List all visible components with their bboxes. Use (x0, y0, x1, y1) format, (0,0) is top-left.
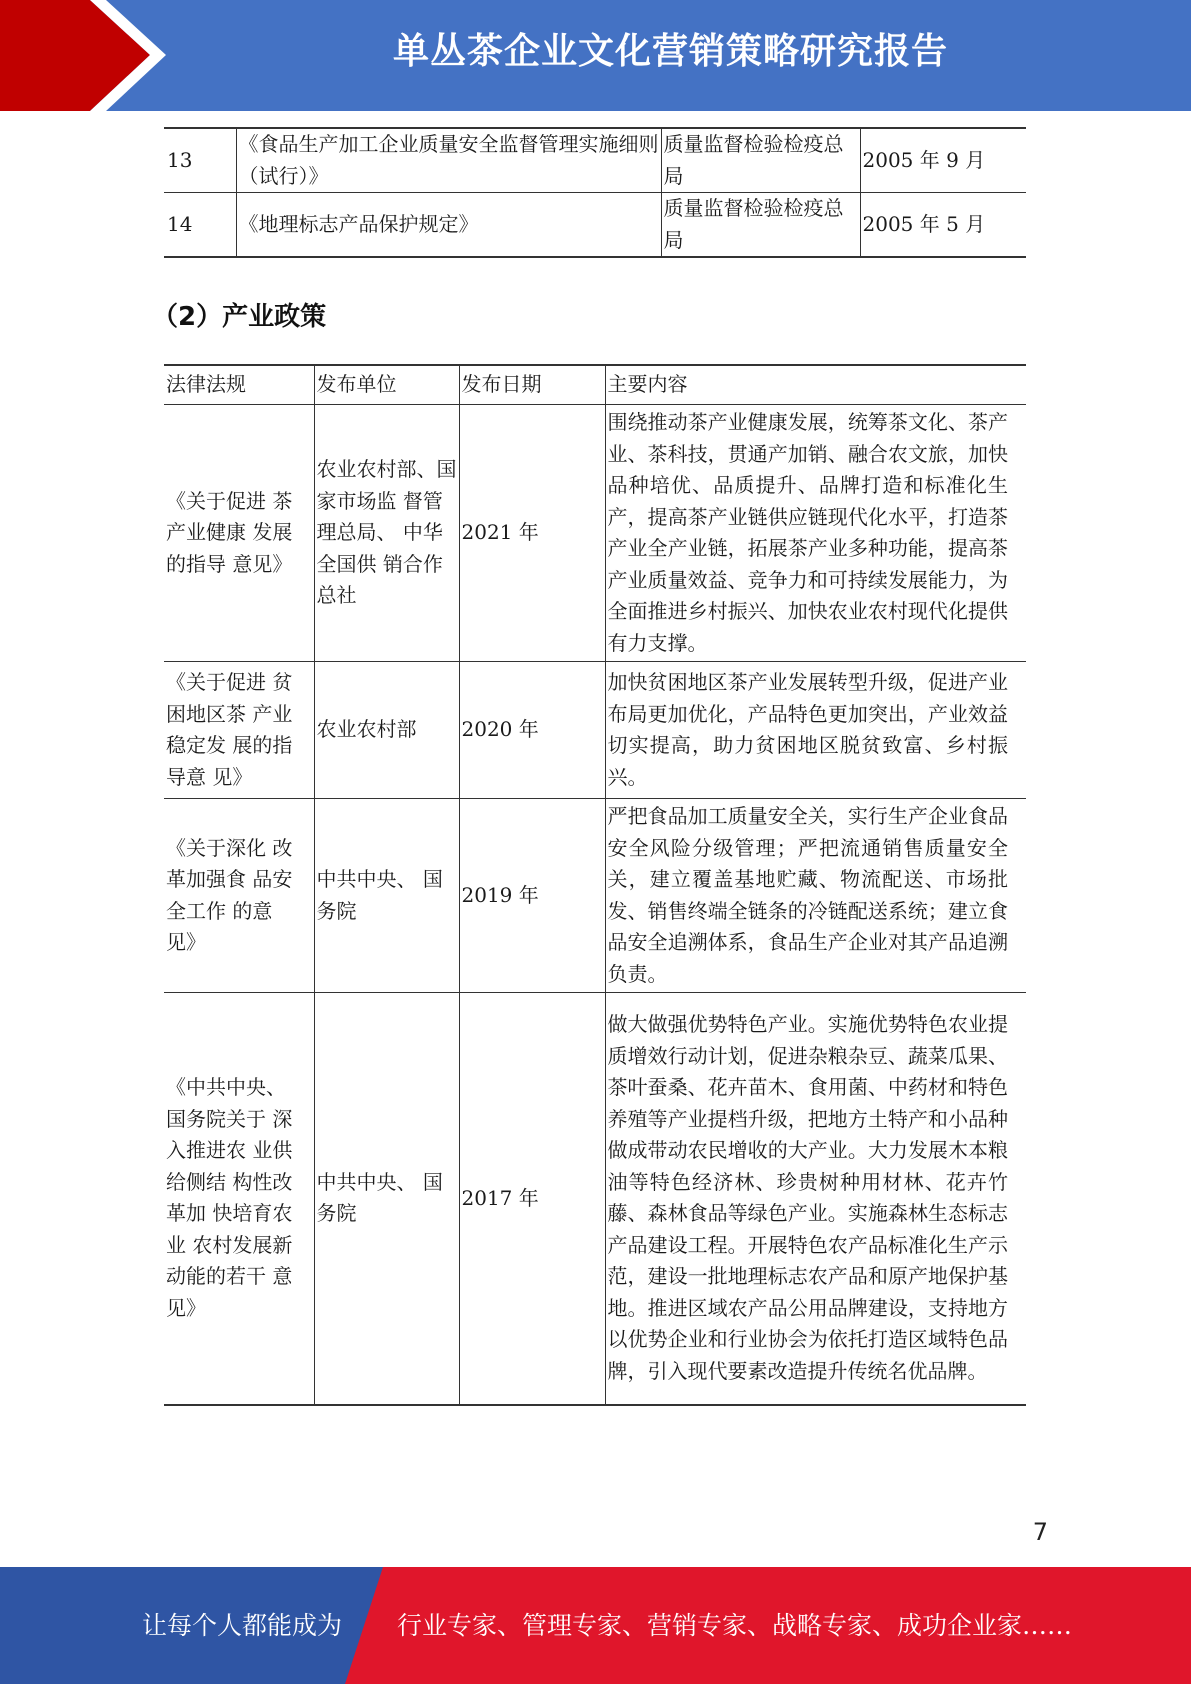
law-name: 《关于促进 贫困地区茶 产业稳定发 展的指导意 见》 (164, 662, 314, 799)
law-regulations-table (164, 127, 1026, 258)
issue-date: 2020 年 (459, 662, 605, 799)
industry-policy-table (164, 364, 1026, 1406)
page-number: 7 (1032, 1518, 1048, 1546)
law-name: 《中共中央、国务院关于 深入推进农 业供给侧结 构性改革加 快培育农业 农村发展新 动能的若干 意见》 (164, 993, 314, 1405)
law-name: 《食品生产加工企业质量安全监督管理实施细则（试行）》 (236, 128, 661, 193)
law-name: 《地理标志产品保护规定》 (236, 193, 661, 258)
issue-date: 2019 年 (459, 799, 605, 993)
law-name: 《关于深化 改革加强食 品安全工作 的意见》 (164, 799, 314, 993)
table-row (164, 405, 1026, 662)
law-name: 《关于促进 茶产业健康 发展的指导 意见》 (164, 405, 314, 662)
table-row (164, 662, 1026, 799)
table-row (164, 799, 1026, 993)
row-number: 13 (164, 128, 236, 193)
page-header (0, 0, 1191, 111)
column-header-content: 主要内容 (605, 365, 1026, 405)
policy-content: 严把食品加工质量安全关，实行生产企业食品安全风险分级管理；严把流通销售质量安全关，建立覆盖基地贮藏、物流配送、市场批发、销售终端全链条的冷链配送系统；建立食品安全追溯体系，食品生产企业对其产品追溯负责。 (605, 799, 1026, 993)
footer-slogan-right: 行业专家、管理专家、营销专家、战略专家、成功企业家…… (397, 1611, 1073, 1640)
issuer: 中共中央、 国务院 (314, 993, 459, 1405)
table-row (164, 128, 1026, 193)
column-header-date: 发布日期 (459, 365, 605, 405)
issue-date: 2017 年 (459, 993, 605, 1405)
page-footer (0, 1567, 1191, 1684)
policy-content: 加快贫困地区茶产业发展转型升级，促进产业布局更加优化，产品特色更加突出，产业效益切实提高，助力贫困地区脱贫致富、乡村振兴。 (605, 662, 1026, 799)
column-header-law: 法律法规 (164, 365, 314, 405)
footer-slogan-left: 让每个人都能成为 (142, 1611, 343, 1640)
issuer: 质量监督检验检疫总局 (661, 128, 860, 193)
issuer: 质量监督检验检疫总局 (661, 193, 860, 258)
issuer: 农业农村部 (314, 662, 459, 799)
issue-date: 2005 年 9 月 (860, 128, 1026, 193)
table-row (164, 193, 1026, 258)
issuer: 中共中央、 国务院 (314, 799, 459, 993)
issuer: 农业农村部、国家市场监 督管理总局、 中华全国供 销合作总社 (314, 405, 459, 662)
policy-content: 围绕推动茶产业健康发展，统筹茶文化、茶产业、茶科技，贯通产加销、融合农文旅，加快品种培优、品质提升、品牌打造和标准化生产，提高茶产业链供应链现代化水平，打造茶产业全产业链，拓展茶产业多种功能，提高茶产业质量效益、竞争力和可持续发展能力，为全面推进乡村振兴、加快农业农村现代化提供有力支撑。 (605, 405, 1026, 662)
issue-date: 2005 年 5 月 (860, 193, 1026, 258)
row-number: 14 (164, 193, 236, 258)
column-header-issuer: 发布单位 (314, 365, 459, 405)
policy-content: 做大做强优势特色产业。实施优势特色农业提质增效行动计划，促进杂粮杂豆、蔬菜瓜果、茶叶蚕桑、花卉苗木、食用菌、中药材和特色养殖等产业提档升级，把地方土特产和小品种做成带动农民增收的大产业。大力发展木本粮油等特色经济林、珍贵树种用材林、花卉竹藤、森林食品等绿色产业。实施森林生态标志产品建设工程。开展特色农产品标准化生产示范，建设一批地理标志农产品和原产地保护基地。推进区域农产品公用品牌建设，支持地方以优势企业和行业协会为依托打造区域特色品牌，引入现代要素改造提升传统名优品牌。 (605, 993, 1026, 1405)
report-title: 单丛茶企业文化营销策略研究报告 (392, 31, 948, 72)
section-heading: （2）产业政策 (152, 302, 327, 332)
table-header-row (164, 365, 1026, 405)
issue-date: 2021 年 (459, 405, 605, 662)
table-row (164, 993, 1026, 1405)
